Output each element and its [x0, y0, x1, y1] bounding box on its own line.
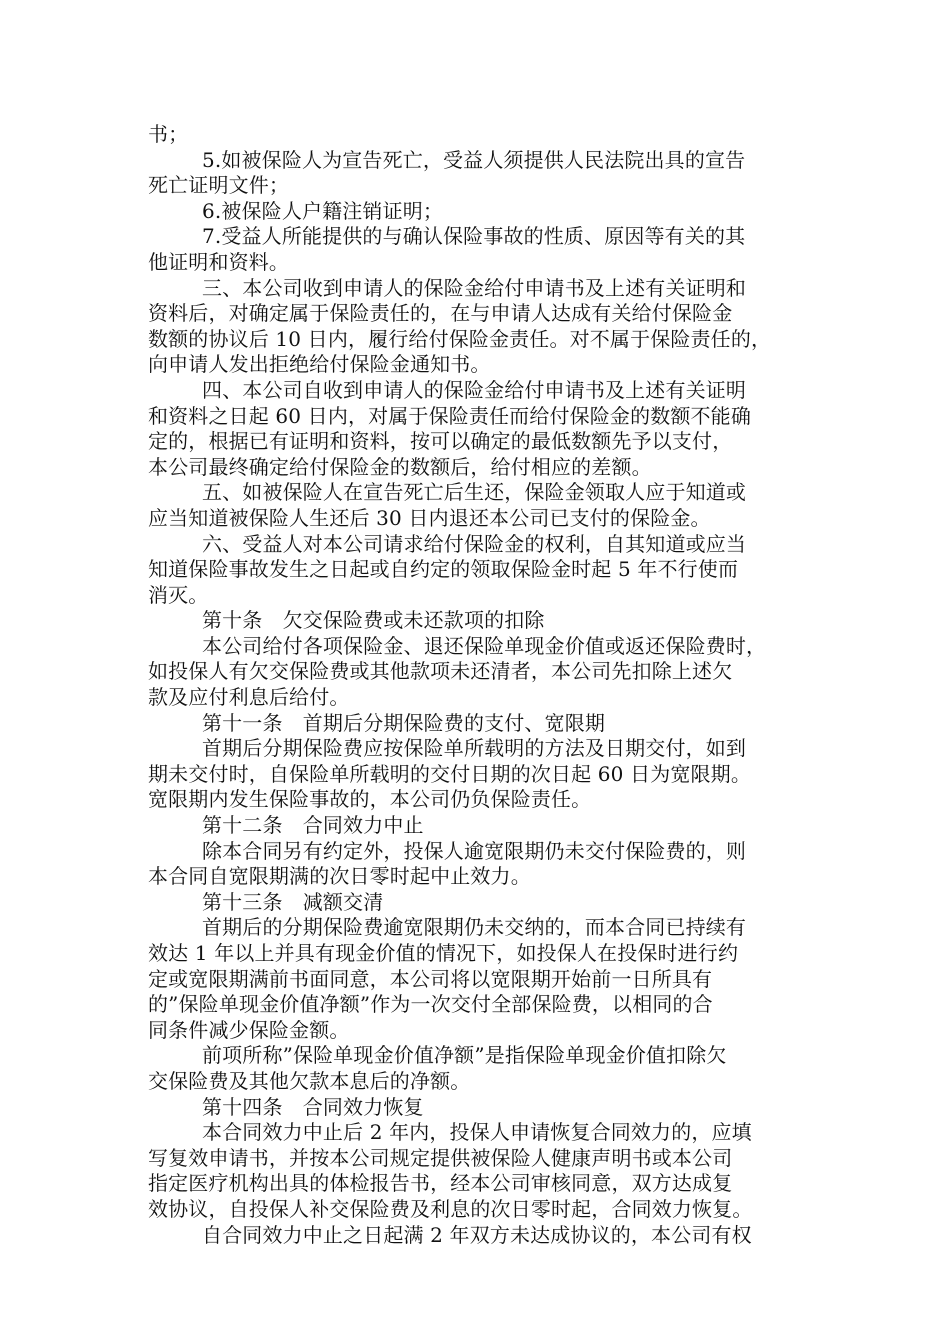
document-body	[148, 122, 812, 1248]
text-line: 效达 1 年以上并具有现金价值的情况下，如投保人在投保时进行约	[148, 941, 739, 965]
text-line: 6.被保险人户籍注销证明；	[202, 198, 444, 223]
text-line: 资料后，对确定属于保险责任的，在与申请人达成有关给付保险金	[148, 301, 733, 326]
text-line: 宽限期内发生保险事故的，本公司仍负保险责任。	[148, 787, 592, 812]
text-line: 除本合同另有约定外，投保人逾宽限期仍未交付保险费的，则	[202, 838, 747, 863]
text-line: 效协议，自投保人补交保险费及利息的次日零时起，合同效力恢复。	[148, 1196, 753, 1221]
text-line: 本公司最终确定给付保险金的数额后，给付相应的差额。	[148, 454, 652, 479]
text-line: 本公司给付各项保险金、退还保险单现金价值或返还保险费时，	[202, 633, 767, 658]
text-line: 5.如被保险人为宣告死亡，受益人须提供人民法院出具的宣告	[202, 147, 746, 172]
text-line: 向申请人发出拒绝给付保险金通知书。	[148, 352, 491, 377]
text-line: 写复效申请书，并按本公司规定提供被保险人健康声明书或本公司	[148, 1145, 733, 1170]
text-line: 指定医疗机构出具的体检报告书，经本公司审核同意，双方达成复	[148, 1171, 733, 1196]
text-line: 第十四条 合同效力恢复	[202, 1094, 424, 1119]
text-line: 本合同效力中止后 2 年内，投保人申请恢复合同效力的，应填	[202, 1120, 752, 1145]
text-line: 四、本公司自收到申请人的保险金给付申请书及上述有关证明	[202, 377, 747, 402]
text-line: 消灭。	[148, 582, 209, 607]
text-line: 第十三条 减额交清	[202, 889, 384, 914]
text-line: 定的，根据已有证明和资料，按可以确定的最低数额先予以支付，	[148, 429, 733, 454]
text-line: 死亡证明文件；	[148, 173, 290, 198]
text-line: 定或宽限期满前书面同意，本公司将以宽限期开始前一日所具有	[148, 966, 713, 991]
text-line: 如投保人有欠交保险费或其他款项未还清者，本公司先扣除上述欠	[148, 659, 733, 684]
text-line: 同条件减少保险金额。	[148, 1017, 350, 1042]
text-line: 第十条 欠交保险费或未还款项的扣除	[202, 608, 545, 633]
text-line: 首期后分期保险费应按保险单所载明的方法及日期交付，如到	[202, 736, 747, 761]
text-line: 自合同效力中止之日起满 2 年双方未达成协议的，本公司有权	[202, 1222, 752, 1247]
text-line: 的”保险单现金价值净额”作为一次交付全部保险费，以相同的合	[148, 992, 713, 1017]
text-line: 六、受益人对本公司请求给付保险金的权利，自其知道或应当	[202, 531, 747, 556]
text-line: 7.受益人所能提供的与确认保险事故的性质、原因等有关的其	[202, 224, 746, 249]
text-line: 五、如被保险人在宣告死亡后生还，保险金领取人应于知道或	[202, 480, 747, 505]
text-line: 期未交付时，自保险单所载明的交付日期的次日起 60 日为宽限期。	[148, 761, 751, 786]
text-line: 他证明和资料。	[148, 249, 290, 274]
text-line: 应当知道被保险人生还后 30 日内退还本公司已支付的保险金。	[148, 505, 711, 530]
text-line: 第十二条 合同效力中止	[202, 813, 424, 838]
text-line: 和资料之日起 60 日内，对属于保险责任而给付保险金的数额不能确	[148, 403, 751, 428]
text-line: 款及应付利息后给付。	[148, 685, 350, 710]
text-line: 前项所称”保险单现金价值净额”是指保险单现金价值扣除欠	[202, 1043, 727, 1068]
text-line: 第十一条 首期后分期保险费的支付、宽限期	[202, 710, 605, 735]
text-line: 三、本公司收到申请人的保险金给付申请书及上述有关证明和	[202, 275, 747, 300]
text-line: 本合同自宽限期满的次日零时起中止效力。	[148, 864, 531, 889]
text-line: 知道保险事故发生之日起或自约定的领取保险金时起 5 年不行使而	[148, 557, 739, 582]
text-line: 交保险费及其他欠款本息后的净额。	[148, 1068, 471, 1093]
text-line: 书；	[148, 122, 189, 146]
text-line: 首期后的分期保险费逾宽限期仍未交纳的，而本合同已持续有	[202, 915, 747, 940]
text-line: 数额的协议后 10 日内，履行给付保险金责任。对不属于保险责任的，	[148, 326, 772, 351]
